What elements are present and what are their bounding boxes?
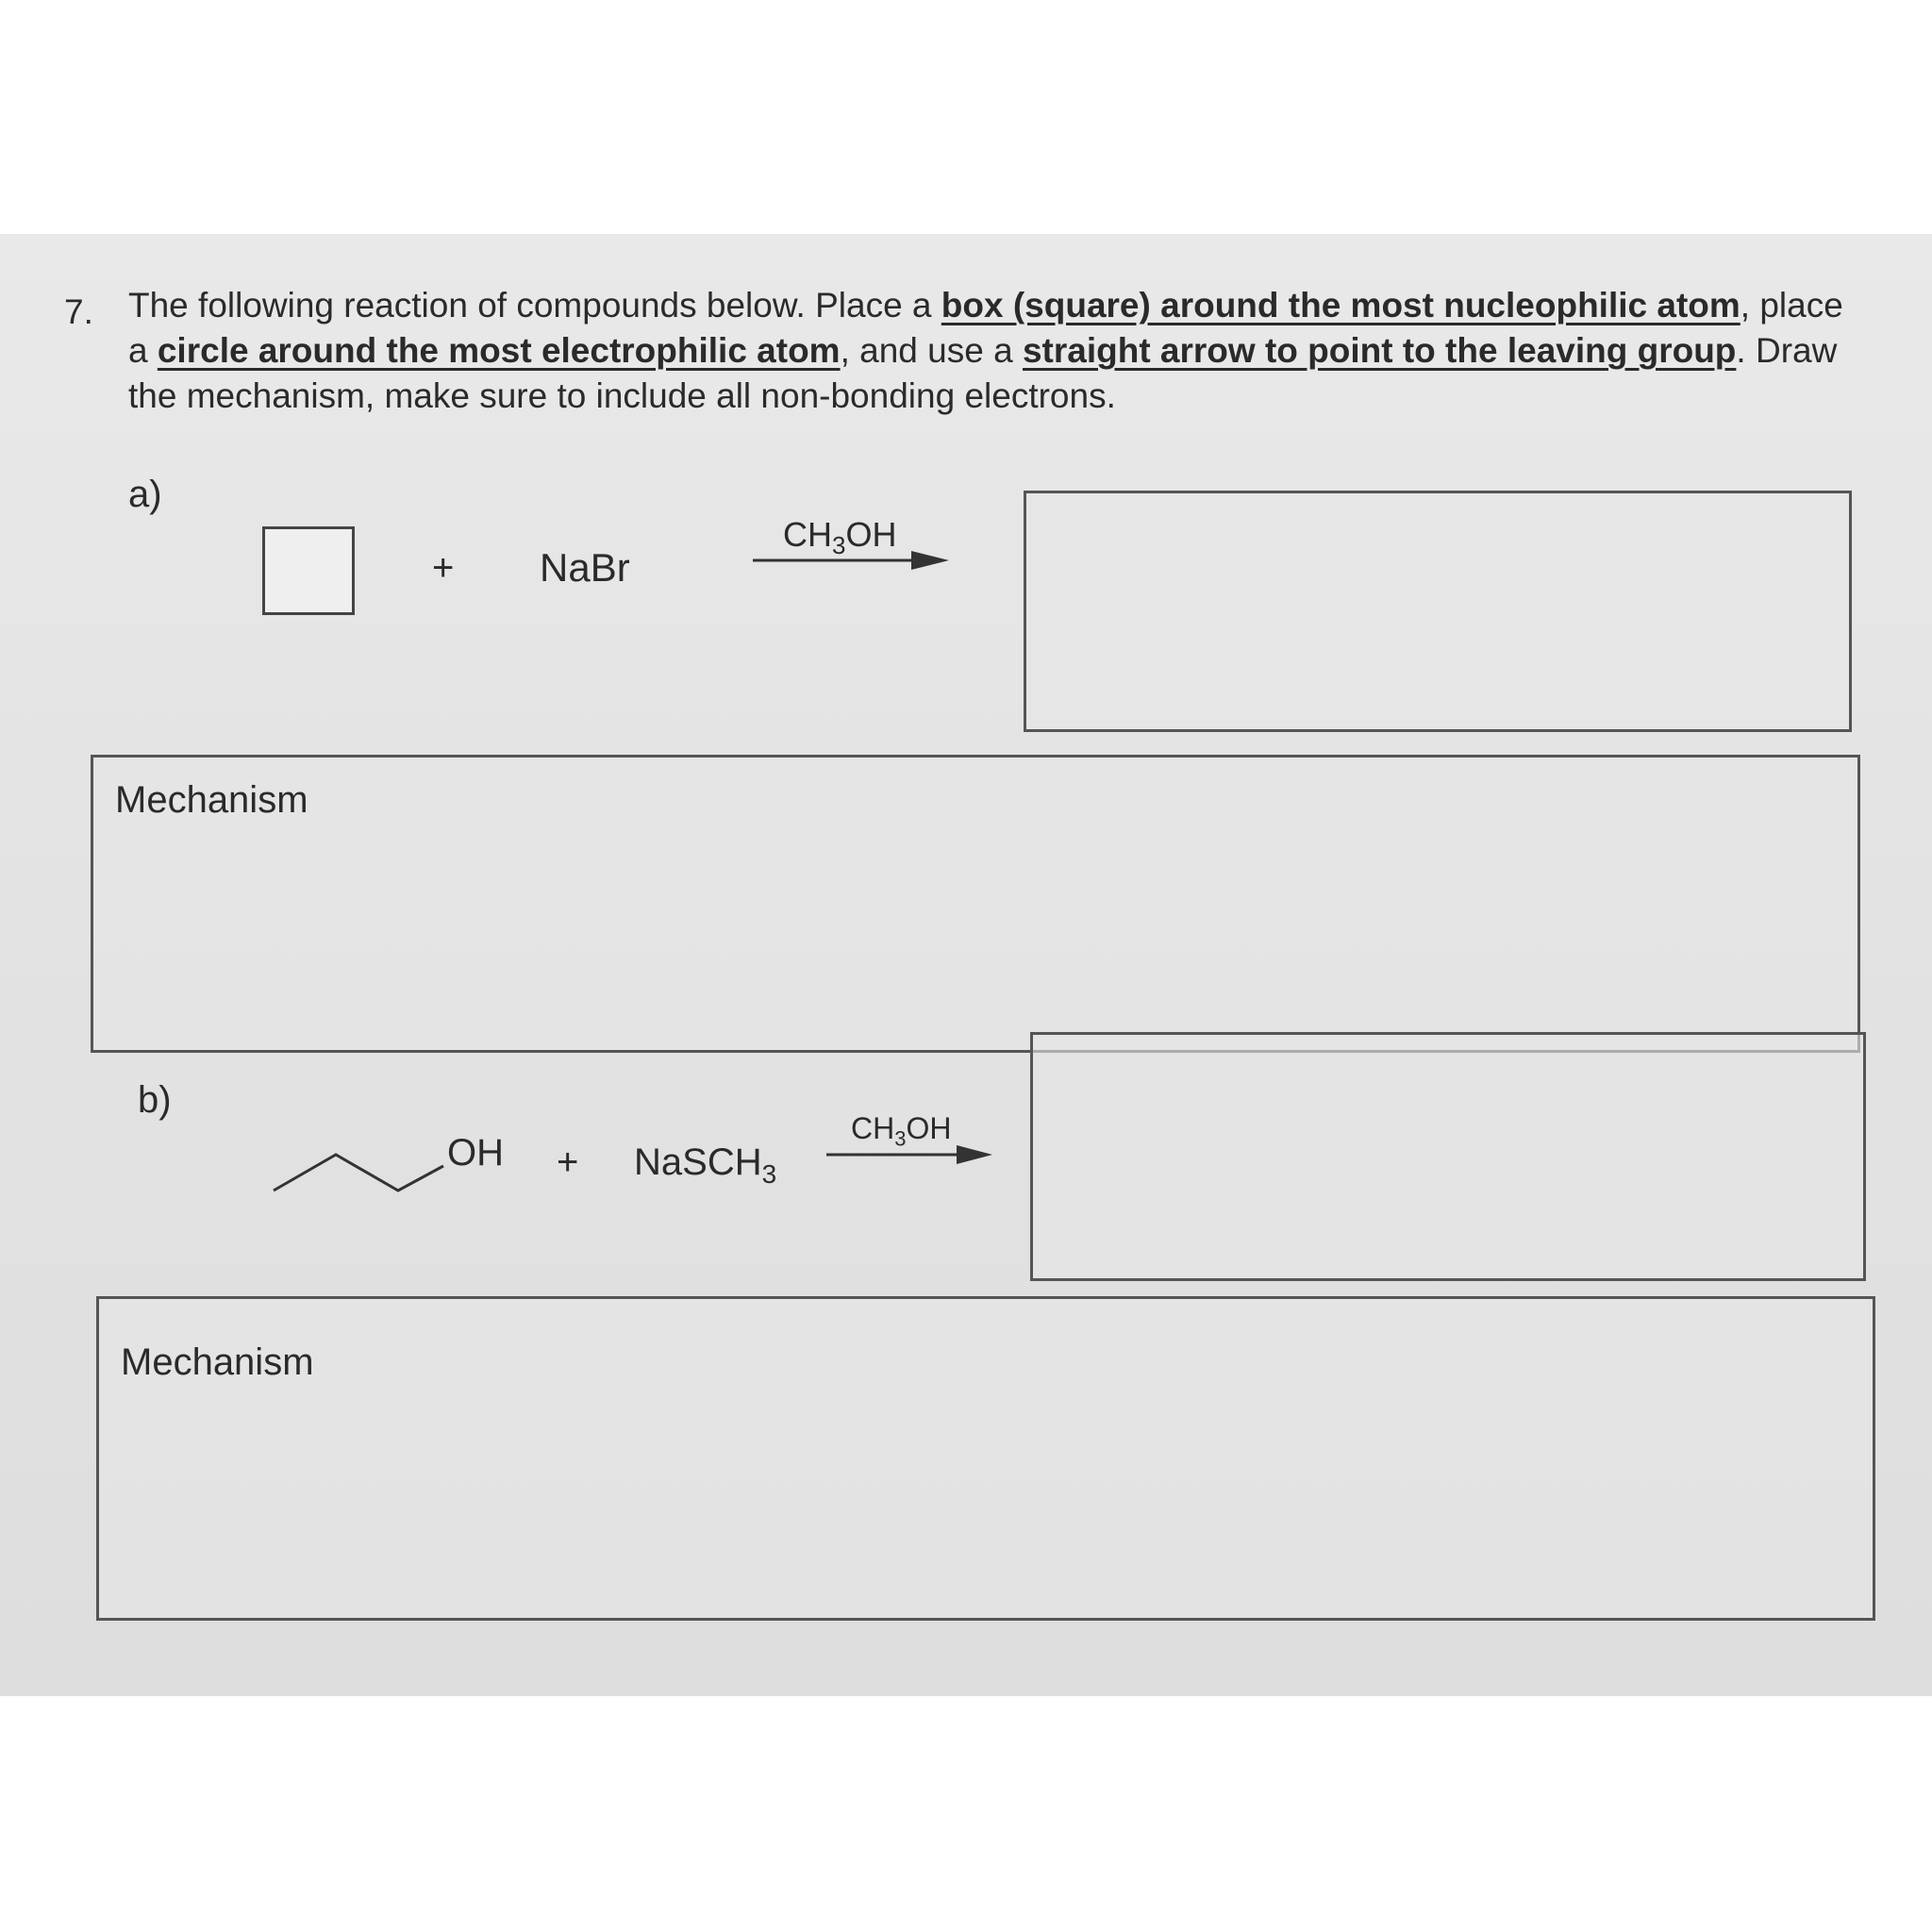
part-b-reaction-arrow [826, 1145, 992, 1164]
part-b-plus: + [557, 1141, 579, 1183]
part-b-label: b) [138, 1079, 172, 1121]
instruction-arrow-leaving-group: straight arrow to point to the leaving group [1022, 331, 1737, 370]
part-a-label: a) [128, 474, 162, 515]
question-text-part1: The following reaction of compounds below. Place a [128, 286, 932, 325]
part-b-solvent-ch: CH [851, 1111, 895, 1145]
part-a-reagent: NaBr [540, 545, 630, 590]
part-a-solvent-ch: CH [783, 515, 832, 554]
part-a-reaction-arrow [753, 551, 949, 570]
part-a-solvent-oh: OH [845, 515, 897, 554]
part-a-solvent-sub: 3 [832, 531, 846, 560]
part-b-reagent-sub: 3 [761, 1159, 777, 1189]
part-b-mechanism-label: Mechanism [121, 1341, 314, 1383]
instruction-box-nucleophile: box (square) around the most nucleophilic atom [941, 286, 1740, 325]
part-a-mechanism-label: Mechanism [115, 779, 308, 821]
part-b-substrate-oh: OH [447, 1132, 504, 1174]
question-text-part2: , place a [128, 286, 1843, 370]
question-text-part4: . Draw the mechanism, make sure to include all non-bonding electrons. [128, 331, 1838, 415]
part-b-propyl-chain [274, 1155, 443, 1191]
instruction-circle-electrophile: circle around the most electrophilic atom [157, 331, 841, 370]
part-b-solvent-oh: OH [906, 1111, 952, 1145]
part-a-plus: + [432, 547, 455, 589]
part-b-solvent-sub: 3 [894, 1126, 907, 1151]
question-text-part3: , and use a [840, 331, 1013, 370]
question-number: 7. [64, 292, 93, 331]
part-b-reagent-nasch: NaSCH [634, 1141, 762, 1183]
